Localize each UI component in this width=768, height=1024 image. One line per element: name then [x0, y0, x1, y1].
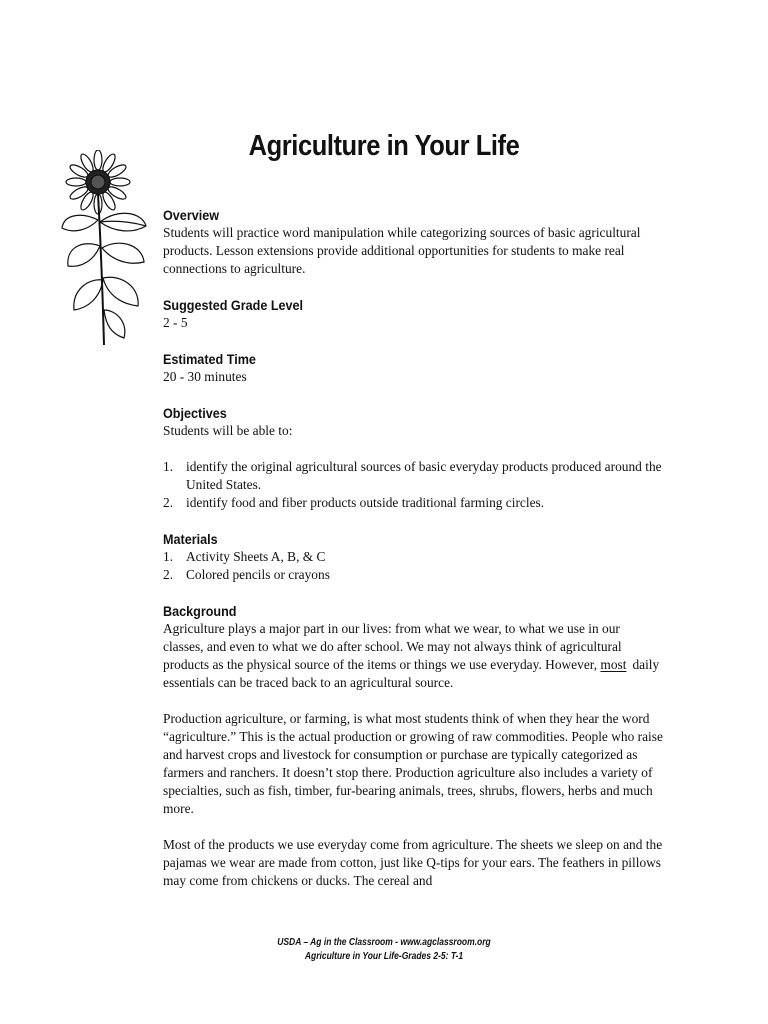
- paragraph-text: daily essentials can be traced back to an agricultural source.: [163, 657, 660, 690]
- background-paragraph-3: Most of the products we use everyday come from agriculture. The sheets we sleep on and the pajamas we wear are made from cotton, just like Q-tips for your ears. The feathers in pillows may come from chickens or ducks. The cereal and: [163, 837, 663, 888]
- list-item: [163, 566, 663, 584]
- grade-section: [163, 296, 663, 332]
- background-heading: Background: [163, 603, 237, 619]
- page-footer: [0, 936, 768, 964]
- background-paragraph-2: Production agriculture, or farming, is what most students think of when they hear the word “agriculture.” This is the actual production or growing of raw commodities. People who raise and harvest crops and livestock for consumption or purchase are typically categorized as farmers and ranchers. It doesn’t stop there. Production agriculture also includes a variety of specialties, such as fish, timber, fur-bearing animals, trees, shrubs, flowers, herbs and much more.: [163, 711, 663, 816]
- footer-line-1: USDA – Ag in the Classroom - www.agclassroom.org: [277, 937, 491, 948]
- page-title: Agriculture in Your Life: [248, 130, 520, 162]
- list-item: [163, 494, 663, 512]
- list-text: identify the original agricultural sources of basic everyday products produced around the United States.: [186, 459, 662, 492]
- list-number: 2.: [163, 495, 174, 510]
- list-number: 1.: [163, 459, 174, 474]
- materials-list: [163, 548, 663, 584]
- list-number: 1.: [163, 549, 174, 564]
- footer-line-2: Agriculture in Your Life-Grades 2-5: T-1: [304, 951, 464, 962]
- overview-heading: Overview: [163, 207, 220, 223]
- overview-text: Students will practice word manipulation while categorizing sources of basic agricultural products. Lesson extensions provide additional opportunities for students to make real connections to agriculture.: [163, 225, 641, 276]
- objectives-intro: Students will be able to:: [163, 423, 293, 438]
- materials-heading: Materials: [163, 531, 218, 547]
- background-paragraph-1: [163, 620, 663, 692]
- emphasis-most: most: [600, 657, 627, 672]
- objectives-heading: Objectives: [163, 405, 227, 421]
- time-heading: Estimated Time: [163, 351, 256, 367]
- sunflower-illustration: [58, 150, 150, 350]
- list-text: Colored pencils or crayons: [186, 567, 330, 582]
- list-text: Activity Sheets A, B, & C: [186, 549, 326, 564]
- time-section: [163, 350, 663, 386]
- list-number: 2.: [163, 567, 174, 582]
- materials-section: [163, 530, 663, 584]
- grade-text: 2 - 5: [163, 315, 188, 330]
- paragraph-text: Agriculture plays a major part in our lives: from what we wear, to what we use in our classes, and even to what we do after school. We may not always think of agricultural products as the physical source of the items or things we use everyday. However,: [163, 621, 622, 672]
- list-item: [163, 458, 663, 494]
- lesson-content: [163, 206, 663, 890]
- overview-section: [163, 206, 663, 278]
- time-text: 20 - 30 minutes: [163, 369, 247, 384]
- background-section: [163, 602, 663, 890]
- list-item: [163, 548, 663, 566]
- list-text: identify food and fiber products outside traditional farming circles.: [186, 495, 545, 510]
- objectives-list: [163, 458, 663, 512]
- grade-heading: Suggested Grade Level: [163, 297, 304, 313]
- objectives-section: [163, 404, 663, 512]
